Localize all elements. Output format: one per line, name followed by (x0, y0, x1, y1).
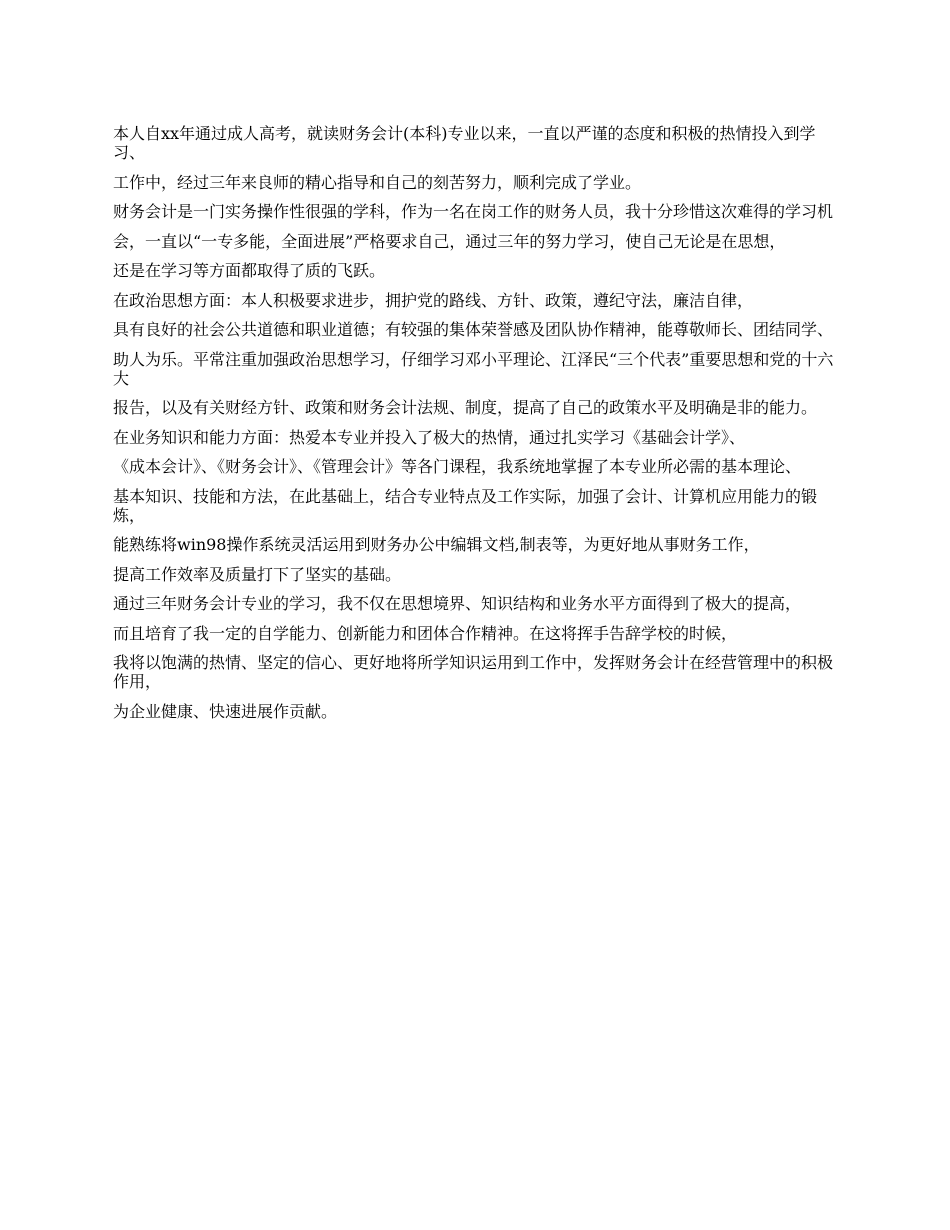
paragraph-9: 报告，以及有关财经方针、政策和财务会计法规、制度，提高了自己的政策水平及明确是非的能力。 (113, 398, 818, 417)
paragraph-15: 通过三年财务会计专业的学习，我不仅在思想境界、知识结构和业务水平方面得到了极大的提高， (113, 594, 802, 613)
paragraph-2: 工作中，经过三年来良师的精心指导和自己的刻苦努力，顺利完成了学业。 (113, 172, 642, 192)
paragraph-5: 还是在学习等方面都取得了质的飞跃。 (113, 261, 386, 280)
paragraph-16: 而且培育了我一定的自学能力、创新能力和团体合作精神。在这将挥手告辞学校的时候， (113, 623, 738, 643)
paragraph-17: 我将以饱满的热情、坚定的信心、更好地将所学知识运用到工作中，发挥财务会计在经营管理中的积极作用， (113, 653, 834, 691)
paragraph-18: 为企业健康、快速进展作贡献。 (113, 701, 338, 721)
paragraph-3: 财务会计是一门实务操作性很强的学科，作为一名在岗工作的财务人员，我十分珍惜这次难得的学习机 (113, 202, 834, 221)
paragraph-6: 在政治思想方面：本人积极要求进步，拥护党的路线、方针、政策，遵纪守法，廉洁自律， (113, 290, 754, 310)
paragraph-12: 基本知识、技能和方法，在此基础上，结合专业特点及工作实际，加强了会计、计算机应用能力的锻炼， (113, 486, 818, 525)
paragraph-1: 本人自xx年通过成人高考，就读财务会计(本科)专业以来，一直以严谨的态度和积极的热情投入到学习、 (113, 124, 816, 162)
paragraph-13: 能熟练将win98操作系统灵活运用到财务办公中编辑文档,制表等，为更好地从事财务工作， (113, 535, 760, 554)
paragraph-7: 具有良好的社会公共道德和职业道德；有较强的集体荣誉感及团队协作精神，能尊敬师长、团结同学、 (113, 320, 834, 339)
paragraph-14: 提高工作效率及质量打下了坚实的基础。 (113, 564, 402, 584)
document-body (113, 124, 843, 731)
paragraph-11: 《成本会计》、《财务会计》、《管理会计》等各门课程，我系统地掌握了本专业所必需的基本理论、 (113, 457, 802, 476)
paragraph-8: 助人为乐。平常注重加强政治思想学习，仔细学习邓小平理论、江泽民“三个代表”重要思想和党的十六大 (113, 349, 834, 388)
paragraph-10: 在业务知识和能力方面：热爱本专业并投入了极大的热情，通过扎实学习《基础会计学》、 (113, 427, 746, 447)
paragraph-4: 会，一直以“一专多能，全面进展”严格要求自己，通过三年的努力学习，使自己无论是在思想， (113, 231, 786, 251)
